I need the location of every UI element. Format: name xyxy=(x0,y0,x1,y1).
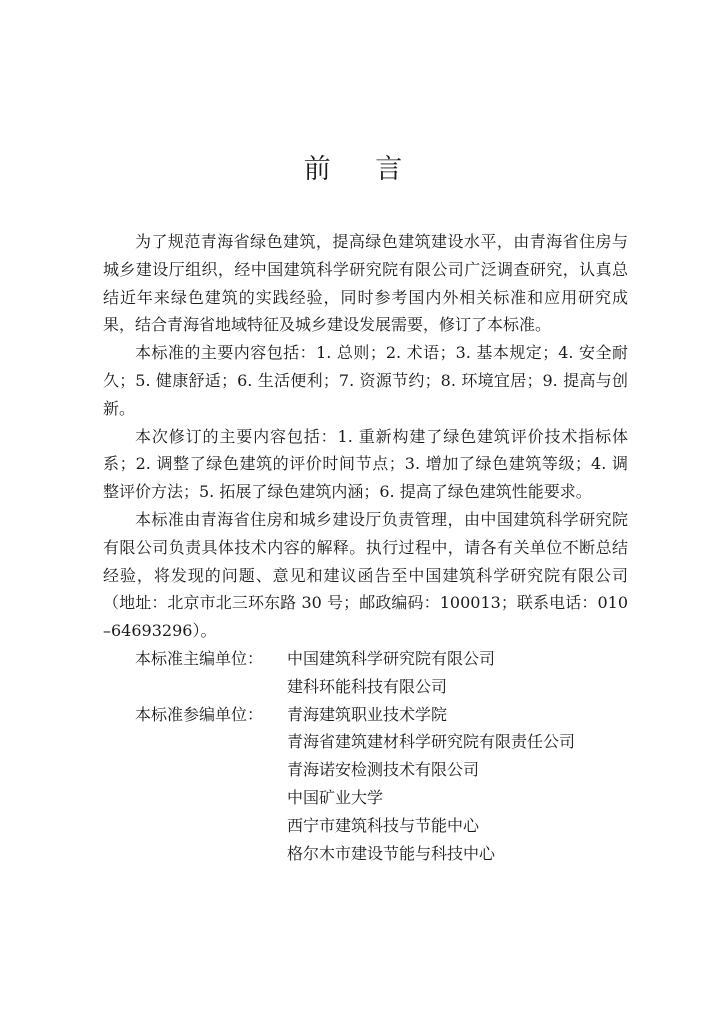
list-item: 建科环能科技有限公司 xyxy=(287,676,448,696)
list-item: 青海建筑职业技术学院 xyxy=(287,704,448,724)
preface-body xyxy=(103,228,628,867)
list-item: 青海诺安检测技术有限公司 xyxy=(287,760,480,780)
paragraph-main-contents: 本标准的主要内容包括：1. 总则；2. 术语；3. 基本规定；4. 安全耐久；5. 健康舒适；6. 生活便利；7. 资源节约；8. 环境宜居；9. 提高与创新。 xyxy=(103,343,628,418)
list-item: 中国矿业大学 xyxy=(287,787,384,807)
paragraph-management: 本标准由青海省住房和城乡建设厅负责管理，由中国建筑科学研究院有限公司负责具体技术内容的解释。执行过程中，请各有关单位不断总结经验，将发现的问题、意见和建议函告至中国建筑科学研究院有限公司（地址：北京市北三环东路 30 号；邮政编码：100013；联系电话：010–64693296）。 xyxy=(103,509,628,641)
participating-editor-label: 本标准参编单位： xyxy=(135,704,264,724)
list-item: 格尔木市建设节能与科技中心 xyxy=(287,843,496,863)
chief-editor-label: 本标准主编单位： xyxy=(135,648,264,668)
participating-editor-units xyxy=(103,701,628,868)
participating-editor-list xyxy=(287,701,575,868)
paragraph-revision-contents: 本次修订的主要内容包括：1. 重新构建了绿色建筑评价技术指标体系；2. 调整了绿色建筑的评价时间节点；3. 增加了绿色建筑等级；4. 调整评价方法；5. 拓展了绿色建筑内涵；6. 提高了绿色建筑性能要求。 xyxy=(103,426,628,502)
list-item: 西宁市建筑科技与节能中心 xyxy=(287,815,480,835)
list-item: 中国建筑科学研究院有限公司 xyxy=(287,648,496,668)
paragraph-purpose: 为了规范青海省绿色建筑，提高绿色建筑建设水平，由青海省住房与城乡建设厅组织，经中国建筑科学研究院有限公司广泛调查研究，认真总结近年来绿色建筑的实践经验，同时参考国内外相关标准和应用研究成果，结合青海省地域特征及城乡建设发展需要，修订了本标准。 xyxy=(103,232,628,335)
chief-editor-list xyxy=(287,645,495,701)
chief-editor-units xyxy=(103,645,628,701)
list-item: 青海省建筑建材科学研究院有限责任公司 xyxy=(287,732,576,752)
page-title: 前 言 xyxy=(303,154,421,185)
